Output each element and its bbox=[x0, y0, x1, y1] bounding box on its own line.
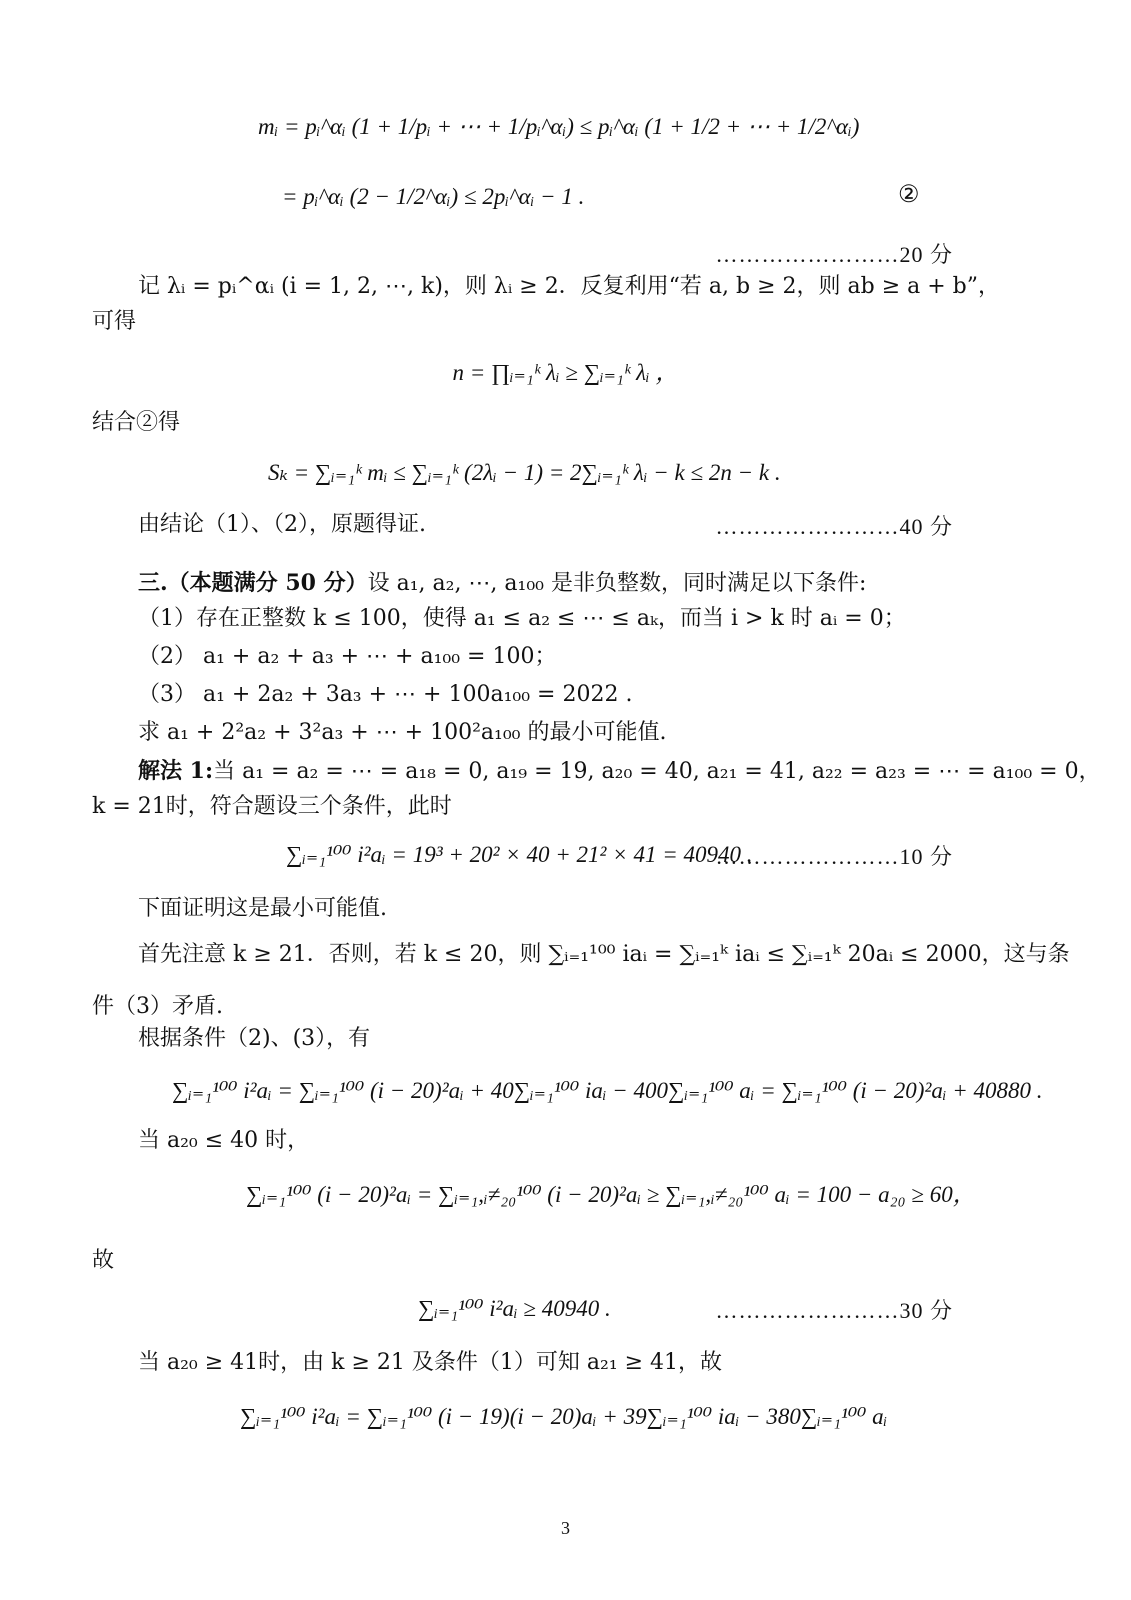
score-30: ……………………30 分 bbox=[715, 1298, 953, 1323]
by-conditions: 根据条件（2)、(3），有 bbox=[138, 1026, 371, 1051]
equation-S: Sₖ = ∑ᵢ₌₁ᵏ mᵢ ≤ ∑ᵢ₌₁ᵏ (2λᵢ − 1) = 2∑ᵢ₌₁ᵏ λᵢ − k ≤ 2n − k . bbox=[268, 460, 781, 485]
equation-ge-40940: ∑ᵢ₌₁¹⁰⁰ i²aᵢ ≥ 40940 . bbox=[418, 1296, 611, 1321]
contradiction: 件（3）矛盾. bbox=[92, 994, 223, 1019]
score-20: ……………………20 分 bbox=[715, 242, 953, 267]
first-note: 首先注意 k ≥ 21．否则，若 k ≤ 20，则 ∑ᵢ₌₁¹⁰⁰ iaᵢ = ∑ᵢ₌₁ᵏ iaᵢ ≤ ∑ᵢ₌₁ᵏ 20aᵢ ≤ 2000，这与条 bbox=[138, 942, 1070, 967]
solution-line bbox=[138, 756, 1101, 787]
equation-m-line2: = pᵢ^αᵢ (2 − 1/2^αᵢ) ≤ 2pᵢ^αᵢ − 1 . bbox=[282, 184, 585, 209]
problem-heading: 三.（本题满分 50 分） bbox=[138, 570, 368, 596]
solution-body: 当 a₁ = a₂ = ⋯ = a₁₈ = 0, a₁₉ = 19, a₂₀ = 40, a₂₁ = 41, a₂₂ = a₂₃ = ⋯ = a₁₀₀ = 0， bbox=[213, 759, 1101, 784]
equation-ge-60: ∑ᵢ₌₁¹⁰⁰ (i − 20)²aᵢ = ∑ᵢ₌₁,ᵢ≠₂₀¹⁰⁰ (i − 20)²aᵢ ≥ ∑ᵢ₌₁,ᵢ≠₂₀¹⁰⁰ aᵢ = 100 − a₂₀ ≥ 60， bbox=[246, 1182, 976, 1207]
equation-40940: ∑ᵢ₌₁¹⁰⁰ i²aᵢ = 19³ + 20² × 40 + 21² × 41 = 40940 . bbox=[286, 842, 753, 867]
equation-m-line1: mᵢ = pᵢ^αᵢ (1 + 1/pᵢ + ⋯ + 1/pᵢ^αᵢ) ≤ pᵢ^αᵢ (1 + 1/2 + ⋯ + 1/2^αᵢ) bbox=[258, 114, 860, 139]
solution-k: k = 21时，符合题设三个条件，此时 bbox=[92, 794, 452, 819]
when-a20-le-40: 当 a₂₀ ≤ 40 时， bbox=[138, 1128, 310, 1153]
score-40: ……………………40 分 bbox=[715, 514, 953, 539]
when-a20-ge-41: 当 a₂₀ ≥ 41时，由 k ≥ 21 及条件（1）可知 a₂₁ ≥ 41，故 bbox=[138, 1350, 723, 1375]
equation-40880: ∑ᵢ₌₁¹⁰⁰ i²aᵢ = ∑ᵢ₌₁¹⁰⁰ (i − 20)²aᵢ + 40∑ᵢ₌₁¹⁰⁰ iaᵢ − 400∑ᵢ₌₁¹⁰⁰ aᵢ = ∑ᵢ₌₁¹⁰⁰ (i − 20)²aᵢ + 40880 . bbox=[172, 1078, 1043, 1103]
equation-n: n = ∏ᵢ₌₁ᵏ λᵢ ≥ ∑ᵢ₌₁ᵏ λᵢ ， bbox=[452, 360, 679, 385]
conclusion: 由结论（1）、（2），原题得证. bbox=[138, 512, 426, 537]
score-10: ……………………10 分 bbox=[715, 844, 953, 869]
problem-ask: 求 a₁ + 2²a₂ + 3²a₃ + ⋯ + 100²a₁₀₀ 的最小可能值. bbox=[138, 720, 667, 745]
text-jiehe: 结合②得 bbox=[92, 410, 181, 435]
problem-body: 设 a₁, a₂, ⋯, a₁₀₀ 是非负整数，同时满足以下条件: bbox=[367, 571, 867, 596]
text-gu: 故 bbox=[92, 1248, 115, 1273]
note-lambda: 记 λᵢ = pᵢ^αᵢ (i = 1, 2, ⋯, k)，则 λᵢ ≥ 2．反复利用“若 a, b ≥ 2，则 ab ≥ a + b”， bbox=[138, 274, 1001, 299]
condition-3: （3） a₁ + 2a₂ + 3a₃ + ⋯ + 100a₁₀₀ = 2022 . bbox=[138, 682, 633, 707]
prove-minimum: 下面证明这是最小可能值. bbox=[138, 896, 387, 921]
equation-last: ∑ᵢ₌₁¹⁰⁰ i²aᵢ = ∑ᵢ₌₁¹⁰⁰ (i − 19)(i − 20)aᵢ + 39∑ᵢ₌₁¹⁰⁰ iaᵢ − 380∑ᵢ₌₁¹⁰⁰ aᵢ bbox=[240, 1404, 888, 1429]
equation-tag-2: ② bbox=[898, 180, 920, 208]
page-number: 3 bbox=[561, 1518, 570, 1538]
condition-1: （1）存在正整数 k ≤ 100，使得 a₁ ≤ a₂ ≤ ⋯ ≤ aₖ，而当 i > k 时 aᵢ = 0； bbox=[138, 606, 906, 631]
condition-2: （2） a₁ + a₂ + a₃ + ⋯ + a₁₀₀ = 100； bbox=[138, 644, 557, 669]
problem-statement bbox=[138, 568, 866, 599]
text-ke-de: 可得 bbox=[92, 309, 137, 334]
solution-heading: 解法 1: bbox=[138, 758, 214, 784]
